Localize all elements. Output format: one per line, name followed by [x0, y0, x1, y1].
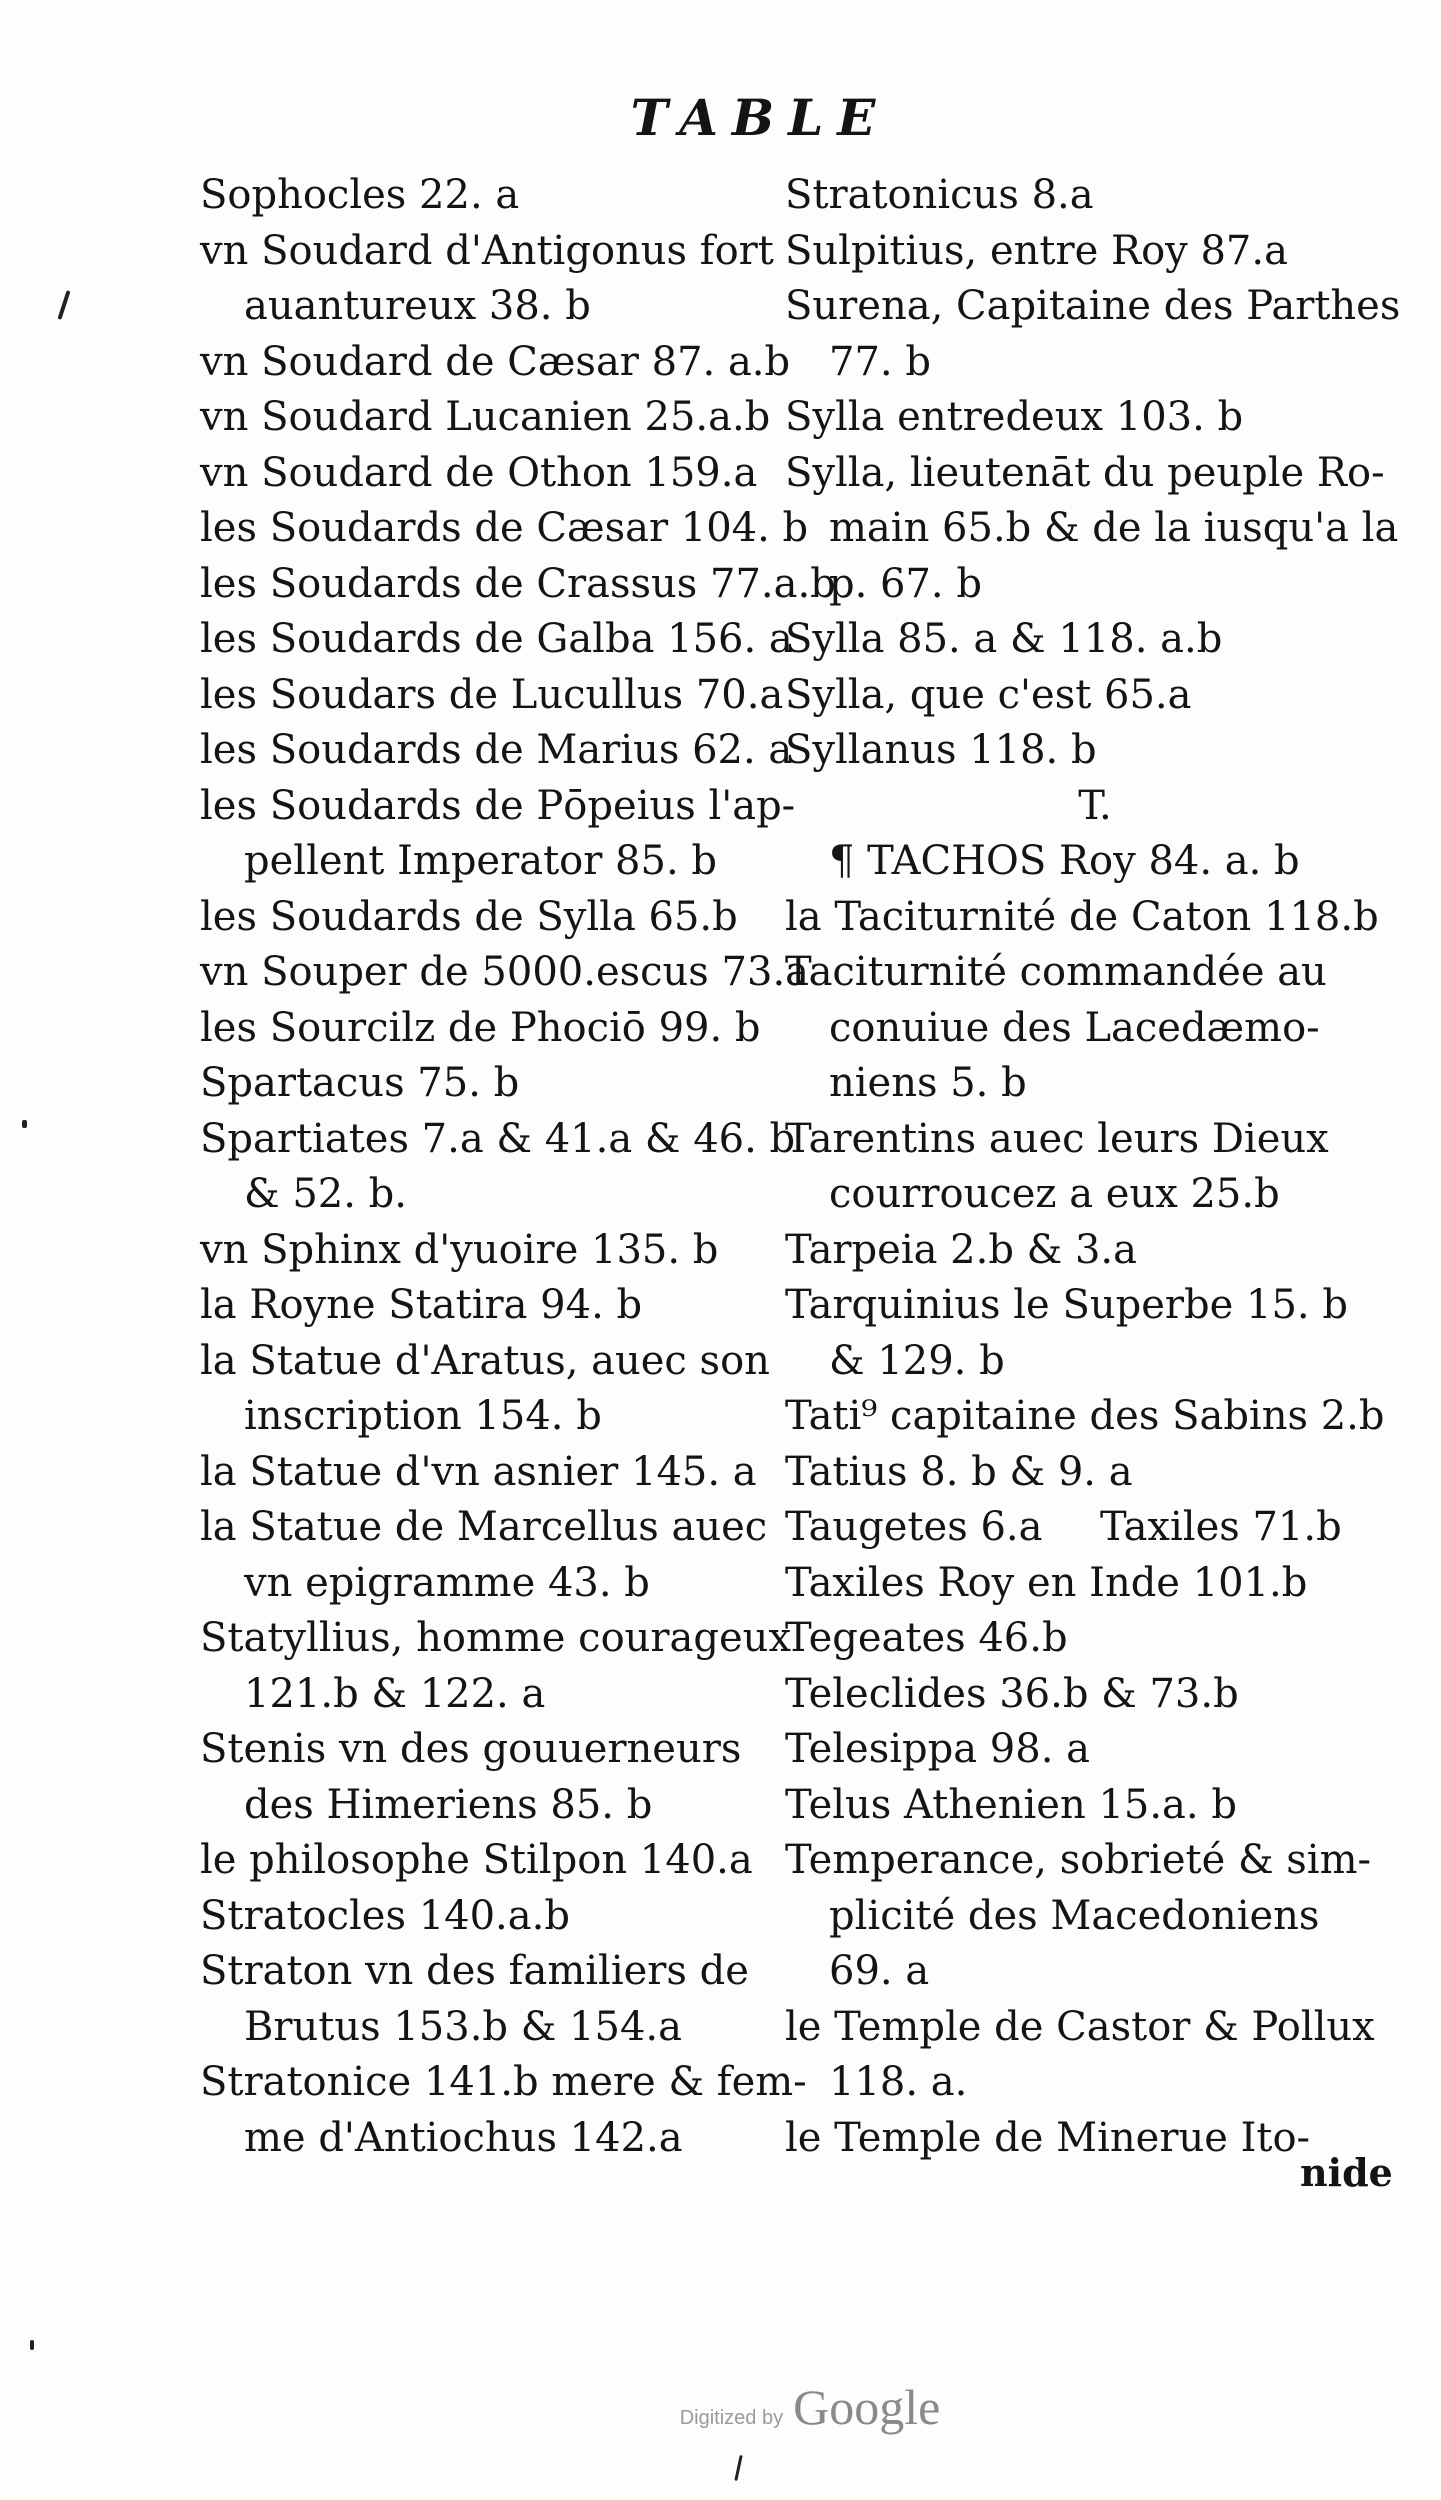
left-column-entry: [200, 945, 810, 1001]
left-column-entry: [200, 557, 836, 613]
right-column-entry: [785, 2055, 1405, 2111]
right-column-entry-text: Syllanus 118. b: [785, 727, 1097, 773]
left-column-entry-text: la Statue d'Aratus, auec son: [200, 1337, 770, 1384]
right-column-entry: [785, 834, 1405, 890]
right-index-column: [785, 168, 1405, 2166]
page-heading: TABLE: [630, 88, 890, 147]
right-column-entry-text: Taciturnité commandée au: [785, 949, 1327, 995]
left-column-entry: [200, 1389, 780, 1445]
right-column-entry: [785, 279, 1405, 335]
left-column-entry-text: Stratocles 140.a.b: [200, 1892, 570, 1939]
right-column-entry-text: Taugetes 6.a: [785, 1504, 1043, 1550]
left-column-entry-text: Statyllius, homme courageux: [200, 1615, 791, 1661]
left-column-entry: [200, 890, 780, 946]
left-column-entry: [200, 1667, 780, 1723]
ink-speck: [734, 2455, 742, 2481]
left-column-entry-text: vn Soudard de Cæsar 87. a.b: [200, 338, 791, 385]
right-column-entry: [785, 446, 1405, 502]
right-column-entry-text: conuiue des Lacedæmo-: [829, 1004, 1320, 1051]
right-column-entry: [785, 890, 1405, 946]
left-column-entry-text: Stratonice 141.b mere & fem-: [200, 2059, 807, 2105]
right-column-entry-text: Tarentins auec leurs Dieux: [785, 1115, 1329, 1162]
left-column-entry-text: Straton vn des familiers de: [200, 1948, 749, 1994]
right-column-entry-text: Tegeates 46.b: [785, 1615, 1068, 1661]
left-column-entry-text: les Soudards de Cæsar 104. b: [200, 505, 809, 551]
left-column-entry: [200, 446, 780, 502]
left-column-entry-text: vn epigramme 43. b: [244, 1559, 650, 1606]
left-column-entry-text: le philosophe Stilpon 140.a: [200, 1837, 753, 1883]
left-column-entry: [200, 668, 784, 724]
right-column-entry: [785, 2000, 1405, 2056]
left-column-entry-text: les Soudards de Sylla 65.b: [200, 893, 738, 940]
left-column-entry-text: la Royne Statira 94. b: [200, 1282, 643, 1328]
left-column-entry-text: vn Souper de 5000.escus 73.a: [200, 949, 810, 995]
right-column-entry-text: Sulpitius, entre Roy 87.a: [785, 227, 1288, 274]
right-column-entry-text: Taxiles Roy en Inde 101.b: [785, 1559, 1308, 1606]
right-column-entry-text: Teleclides 36.b & 73.b: [785, 1670, 1239, 1717]
right-column-entry-text: Telus Athenien 15.a. b: [785, 1781, 1237, 1828]
right-column-entry: [785, 723, 1405, 779]
right-column-entry-text: la Taciturnité de Caton 118.b: [785, 893, 1379, 940]
left-column-entry: [200, 1944, 780, 2000]
left-column-entry: [200, 1167, 780, 1223]
left-column-entry-text: Brutus 153.b & 154.a: [244, 2003, 682, 2050]
left-column-entry-text: vn Soudard d'Antigonus fort: [200, 227, 774, 274]
left-column-entry: [200, 1056, 780, 1112]
right-column-entry-text: Tarpeia 2.b & 3.a: [785, 1226, 1137, 1273]
left-column-entry: [200, 501, 809, 557]
left-column-entry-text: inscription 154. b: [244, 1393, 602, 1439]
left-column-entry: [200, 2111, 780, 2167]
right-column-entry: [785, 1833, 1405, 1889]
left-column-entry: [200, 779, 796, 835]
left-column-entry: [200, 1112, 796, 1168]
left-column-entry: [200, 1889, 780, 1945]
right-column-entry-text: Sylla 85. a & 118. a.b: [785, 616, 1223, 662]
right-column-entry-text: 118. a.: [829, 2059, 968, 2105]
right-column-entry-text: Sylla entredeux 103. b: [785, 394, 1244, 440]
right-column-entry: [785, 779, 1405, 835]
left-column-entry: [200, 723, 793, 779]
digitization-watermark: [600, 2378, 1020, 2438]
right-column-entry-text: Sylla, que c'est 65.a: [785, 671, 1192, 718]
right-column-entry: [785, 1722, 1405, 1778]
left-column-entry: [200, 834, 780, 890]
left-column-entry-text: me d'Antiochus 142.a: [244, 2114, 683, 2161]
right-column-entry: [785, 1223, 1405, 1279]
right-column-entry-text: p. 67. b: [829, 560, 982, 607]
right-column-entry: [785, 1278, 1405, 1334]
left-column-entry-text: pellent Imperator 85. b: [244, 838, 717, 884]
left-column-entry-text: les Soudards de Marius 62. a: [200, 727, 793, 773]
right-column-entry: [785, 1778, 1405, 1834]
left-column-entry: [200, 224, 780, 280]
right-column-entry-text: le Temple de Castor & Pollux: [785, 2003, 1375, 2050]
right-column-entry: [785, 1889, 1405, 1945]
left-column-entry: [200, 1722, 780, 1778]
right-column-entry-text: Tarquinius le Superbe 15. b: [785, 1282, 1348, 1328]
right-column-entry-text: Tatius 8. b & 9. a: [785, 1448, 1133, 1495]
right-column-entry: [785, 1334, 1405, 1390]
right-column-entry: [785, 1500, 1405, 1556]
left-column-entry-text: les Soudards de Crassus 77.a.b: [200, 560, 836, 607]
right-column-entry: [785, 1445, 1405, 1501]
right-column-entry-text: 77. b: [829, 338, 931, 385]
left-column-entry-text: Sophocles 22. a: [200, 172, 520, 218]
left-column-entry: [200, 2055, 807, 2111]
right-column-entry: [785, 1056, 1405, 1112]
left-column-entry-text: auantureux 38. b: [244, 283, 591, 329]
left-column-entry-text: 121.b & 122. a: [244, 1670, 546, 1717]
ink-speck: [57, 290, 70, 320]
left-column-entry: [200, 1611, 791, 1667]
left-column-entry: [200, 1278, 780, 1334]
left-column-entry-text: vn Soudard de Othon 159.a: [200, 449, 758, 496]
right-column-entry-text: Sylla, lieutenāt du peuple Ro-: [785, 449, 1385, 496]
right-column-entry-text: Tati⁹ capitaine des Sabins 2.b: [785, 1393, 1385, 1439]
left-column-entry: [200, 2000, 780, 2056]
left-column-entry-text: les Soudards de Galba 156. a: [200, 616, 793, 662]
right-column-entry-text: & 129. b: [829, 1337, 1005, 1384]
left-column-entry: [200, 390, 780, 446]
right-column-entry: [785, 557, 1405, 613]
ink-speck: [30, 2340, 34, 2350]
left-column-entry-text: Stenis vn des gouuerneurs: [200, 1726, 742, 1772]
left-column-entry: [200, 1223, 780, 1279]
right-column-entry-text: courroucez a eux 25.b: [829, 1171, 1280, 1217]
catchword: nide: [1300, 2150, 1393, 2195]
right-column-entry-text: 69. a: [829, 1948, 930, 1994]
right-column-entry-text: T.: [1078, 782, 1112, 829]
right-column-entry-text: Stratonicus 8.a: [785, 172, 1094, 218]
right-column-entry: [785, 1944, 1405, 2000]
right-column-entry: [785, 1167, 1405, 1223]
right-column-entry: [785, 612, 1405, 668]
right-column-entry: [785, 168, 1405, 224]
ink-speck: [22, 1120, 27, 1128]
left-column-entry-text: les Sourcilz de Phociō 99. b: [200, 1004, 761, 1051]
right-column-entry-text: le Temple de Minerue Ito-: [785, 2114, 1311, 2161]
right-column-entry: [785, 335, 1405, 391]
right-column-entry: [785, 1389, 1405, 1445]
right-column-entry: [785, 390, 1405, 446]
left-column-entry: [200, 1334, 780, 1390]
right-column-entry-text: Surena, Capitaine des Parthes: [785, 283, 1401, 329]
right-column-entry: [785, 1667, 1405, 1723]
right-column-entry-text: niens 5. b: [829, 1060, 1027, 1106]
left-column-entry: [200, 1778, 780, 1834]
left-column-entry-text: & 52. b.: [244, 1171, 407, 1217]
left-column-entry-text: des Himeriens 85. b: [244, 1781, 653, 1828]
left-column-entry: [200, 1556, 780, 1612]
left-column-entry: [200, 1445, 780, 1501]
left-column-entry-text: les Soudards de Pōpeius l'ap-: [200, 782, 796, 829]
left-column-entry-text: vn Sphinx d'yuoire 135. b: [200, 1226, 719, 1273]
left-column-entry: [200, 1001, 780, 1057]
google-logo-text: Google: [793, 2379, 941, 2435]
right-column-entry: [785, 1611, 1405, 1667]
left-column-entry: [200, 1833, 780, 1889]
right-column-entry: [785, 224, 1405, 280]
right-column-entry-text: Temperance, sobrieté & sim-: [785, 1837, 1372, 1883]
right-column-entry: [785, 668, 1405, 724]
right-column-entry: [785, 1112, 1405, 1168]
left-column-entry: [200, 612, 793, 668]
right-column-entry-text: main 65.b & de la iusqu'a la: [829, 505, 1399, 551]
right-column-entry: [785, 501, 1405, 557]
right-column-entry: [785, 1001, 1405, 1057]
left-column-entry: [200, 1500, 780, 1556]
right-column-entry: [785, 945, 1405, 1001]
digitized-by-label: Digitized by: [679, 2407, 784, 2429]
left-column-entry: [200, 168, 780, 224]
left-column-entry-text: Spartacus 75. b: [200, 1060, 520, 1106]
left-index-column: [200, 168, 836, 2166]
left-column-entry: [200, 335, 791, 391]
right-column-entry-text-second: Taxiles 71.b: [1100, 1504, 1342, 1550]
left-column-entry-text: Spartiates 7.a & 41.a & 46. b: [200, 1115, 796, 1162]
right-column-entry: [785, 1556, 1405, 1612]
right-column-entry-text: plicité des Macedoniens: [829, 1892, 1320, 1939]
right-column-entry-text: Telesippa 98. a: [785, 1726, 1090, 1772]
left-column-entry: [200, 279, 780, 335]
left-column-entry-text: vn Soudard Lucanien 25.a.b: [200, 394, 771, 440]
left-column-entry-text: la Statue de Marcellus auec: [200, 1504, 768, 1550]
left-column-entry-text: les Soudars de Lucullus 70.a: [200, 671, 784, 718]
right-column-entry-text: ¶ TACHOS Roy 84. a. b: [829, 838, 1300, 884]
left-column-entry-text: la Statue d'vn asnier 145. a: [200, 1448, 757, 1495]
